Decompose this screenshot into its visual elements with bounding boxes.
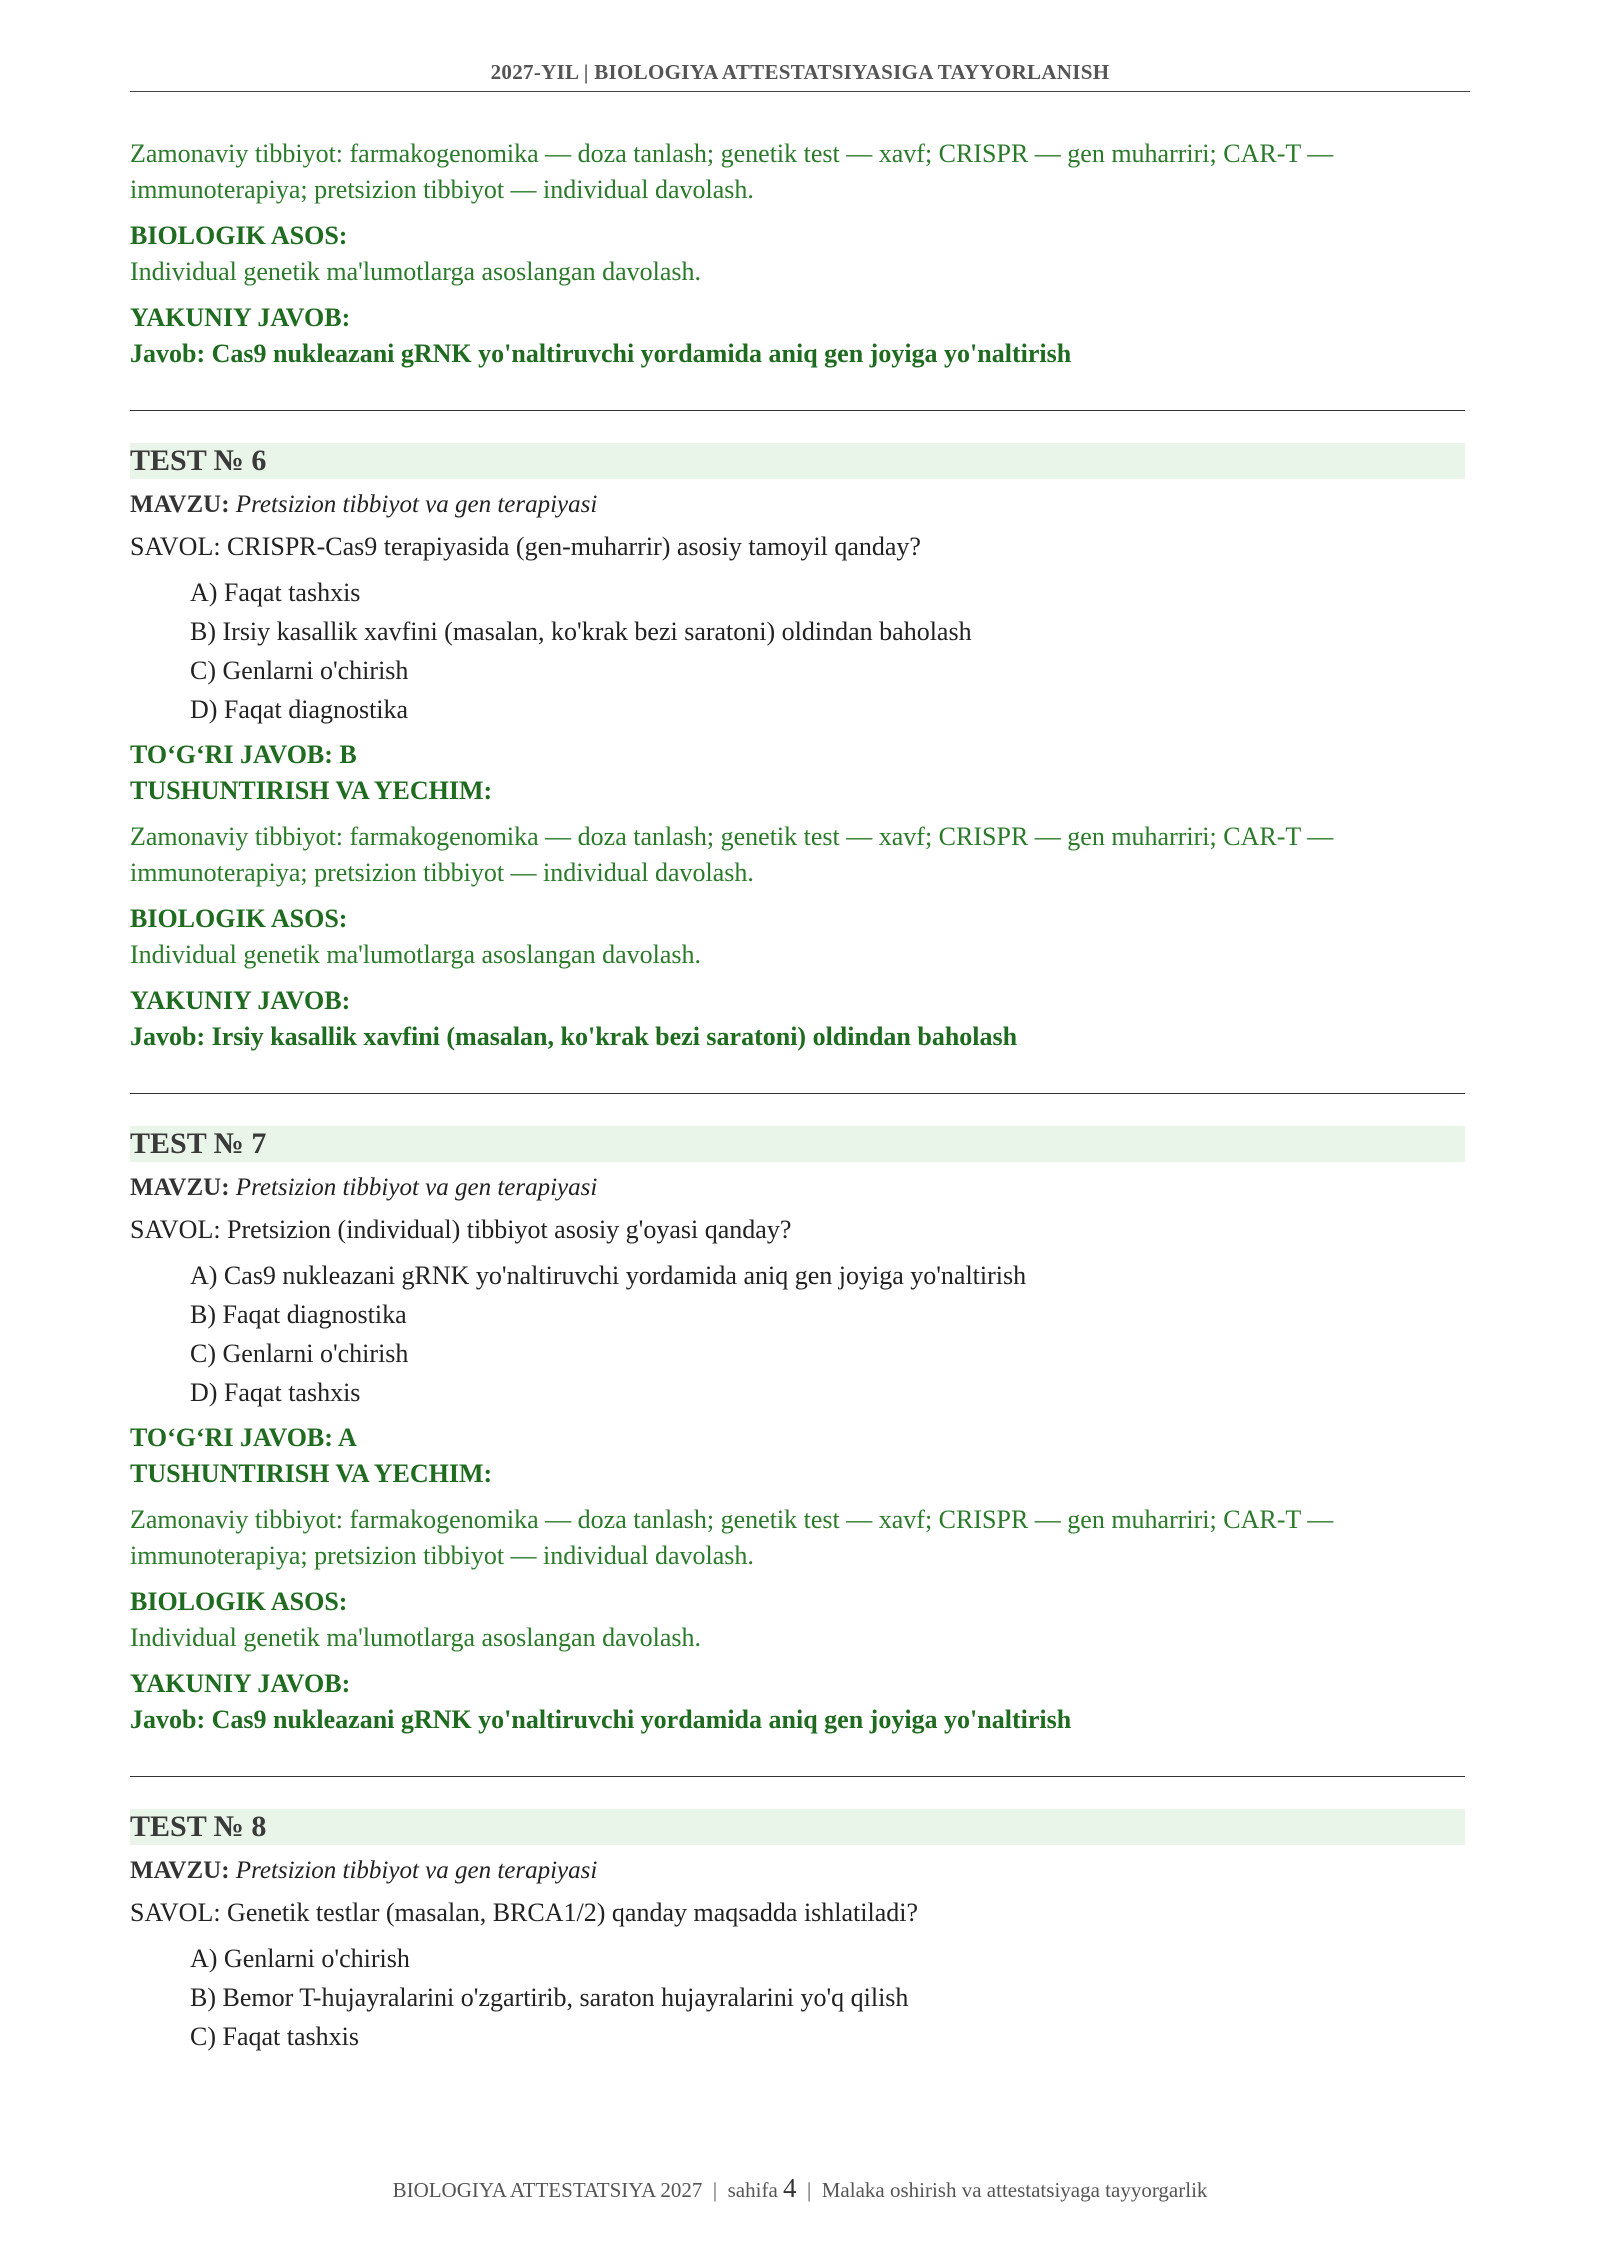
- answer-options: [190, 1939, 1465, 2056]
- option-d: D) Faqat diagnostika: [190, 695, 409, 724]
- topic-line: [130, 487, 1465, 523]
- option-a: A) Genlarni o'chirish: [190, 1944, 410, 1973]
- explanation-text: Zamonaviy tibbiyot: farmakogenomika — doza tanlash; genetik test — xavf; CRISPR — gen muharriri; CAR-T — immunoterapiya; pretsizion tibbiyot — individual davolash.: [130, 1505, 1334, 1570]
- correct-answer: TO‘G‘RI JAVOB: B: [130, 740, 357, 769]
- test-block: [130, 1126, 1465, 1738]
- explanation-label: TUSHUNTIRISH VA YECHIM:: [130, 776, 493, 805]
- test-title: TEST № 6: [130, 443, 1465, 479]
- option-b: B) Faqat diagnostika: [190, 1300, 407, 1329]
- option-d: D) Faqat tashxis: [190, 1378, 361, 1407]
- option-a: A) Faqat tashxis: [190, 578, 361, 607]
- page-number: 4: [783, 2173, 797, 2203]
- question-text: SAVOL: CRISPR-Cas9 terapiyasida (gen-muharrir) asosiy tamoyil qanday?: [130, 532, 921, 561]
- answer-options: [190, 573, 1465, 729]
- footer-page-word: sahifa: [727, 2178, 778, 2202]
- footer-title: BIOLOGIYA ATTESTATSIYA 2027: [392, 2178, 703, 2202]
- test-block: [130, 443, 1465, 1055]
- final-answer-label: YAKUNIY JAVOB:: [130, 986, 351, 1015]
- topic-line: [130, 1853, 1465, 1889]
- footer-separator: |: [807, 2178, 812, 2202]
- footer-subtitle: Malaka oshirish va attestatsiyaga tayyorgarlik: [821, 2178, 1208, 2202]
- option-b: B) Bemor T-hujayralarini o'zgartirib, saraton hujayralarini yo'q qilish: [190, 1983, 909, 2012]
- biological-basis-label: BIOLOGIK ASOS:: [130, 221, 348, 250]
- explanation-text: Zamonaviy tibbiyot: farmakogenomika — doza tanlash; genetik test — xavf; CRISPR — gen muharriri; CAR-T — immunoterapiya; pretsizion tibbiyot — individual davolash.: [130, 822, 1334, 887]
- topic-label: MAVZU:: [130, 1174, 230, 1201]
- question-text: SAVOL: Pretsizion (individual) tibbiyot asosiy g'oyasi qanday?: [130, 1215, 792, 1244]
- running-header: 2027-YIL | BIOLOGIYA ATTESTATSIYASIGA TAYYORLANISH: [130, 60, 1470, 92]
- previous-test-continuation: [130, 136, 1465, 372]
- final-answer-text: Javob: Irsiy kasallik xavfini (masalan, ko'krak bezi saratoni) oldindan baholash: [130, 1022, 1018, 1051]
- test-block: [130, 1809, 1465, 2056]
- test-title: TEST № 7: [130, 1126, 1465, 1162]
- question-text: SAVOL: Genetik testlar (masalan, BRCA1/2) qanday maqsadda ishlatiladi?: [130, 1898, 919, 1927]
- explanation-label: TUSHUNTIRISH VA YECHIM:: [130, 1459, 493, 1488]
- page-content: [130, 136, 1465, 2064]
- test-title: TEST № 8: [130, 1809, 1465, 1845]
- footer-separator: |: [712, 2178, 718, 2202]
- final-answer-text: Javob: Cas9 nukleazani gRNK yo'naltiruvchi yordamida aniq gen joyiga yo'naltirish: [130, 339, 1072, 368]
- section-divider: [130, 1093, 1465, 1094]
- answer-options: [190, 1256, 1465, 1412]
- section-divider: [130, 1776, 1465, 1777]
- topic-text: Pretsizion tibbiyot va gen terapiyasi: [235, 1174, 598, 1201]
- topic-label: MAVZU:: [130, 491, 230, 518]
- biological-basis-label: BIOLOGIK ASOS:: [130, 1587, 348, 1616]
- final-answer-label: YAKUNIY JAVOB:: [130, 303, 351, 332]
- biological-basis-text: Individual genetik ma'lumotlarga asoslangan davolash.: [130, 1623, 702, 1652]
- biological-basis-text: Individual genetik ma'lumotlarga asoslangan davolash.: [130, 940, 702, 969]
- option-a: A) Cas9 nukleazani gRNK yo'naltiruvchi yordamida aniq gen joyiga yo'naltirish: [190, 1261, 1027, 1290]
- final-answer-label: YAKUNIY JAVOB:: [130, 1669, 351, 1698]
- explanation-text: Zamonaviy tibbiyot: farmakogenomika — doza tanlash; genetik test — xavf; CRISPR — gen muharriri; CAR-T — immunoterapiya; pretsizion tibbiyot — individual davolash.: [130, 139, 1334, 204]
- topic-label: MAVZU:: [130, 1857, 230, 1884]
- option-c: C) Genlarni o'chirish: [190, 656, 409, 685]
- option-c: C) Faqat tashxis: [190, 2022, 359, 2051]
- option-c: C) Genlarni o'chirish: [190, 1339, 409, 1368]
- page-footer: [0, 2173, 1600, 2204]
- biological-basis-text: Individual genetik ma'lumotlarga asoslangan davolash.: [130, 257, 702, 286]
- topic-text: Pretsizion tibbiyot va gen terapiyasi: [235, 491, 598, 518]
- topic-text: Pretsizion tibbiyot va gen terapiyasi: [235, 1857, 598, 1884]
- correct-answer: TO‘G‘RI JAVOB: A: [130, 1423, 357, 1452]
- biological-basis-label: BIOLOGIK ASOS:: [130, 904, 348, 933]
- final-answer-text: Javob: Cas9 nukleazani gRNK yo'naltiruvchi yordamida aniq gen joyiga yo'naltirish: [130, 1705, 1072, 1734]
- section-divider: [130, 410, 1465, 411]
- option-b: B) Irsiy kasallik xavfini (masalan, ko'krak bezi saratoni) oldindan baholash: [190, 617, 972, 646]
- topic-line: [130, 1170, 1465, 1206]
